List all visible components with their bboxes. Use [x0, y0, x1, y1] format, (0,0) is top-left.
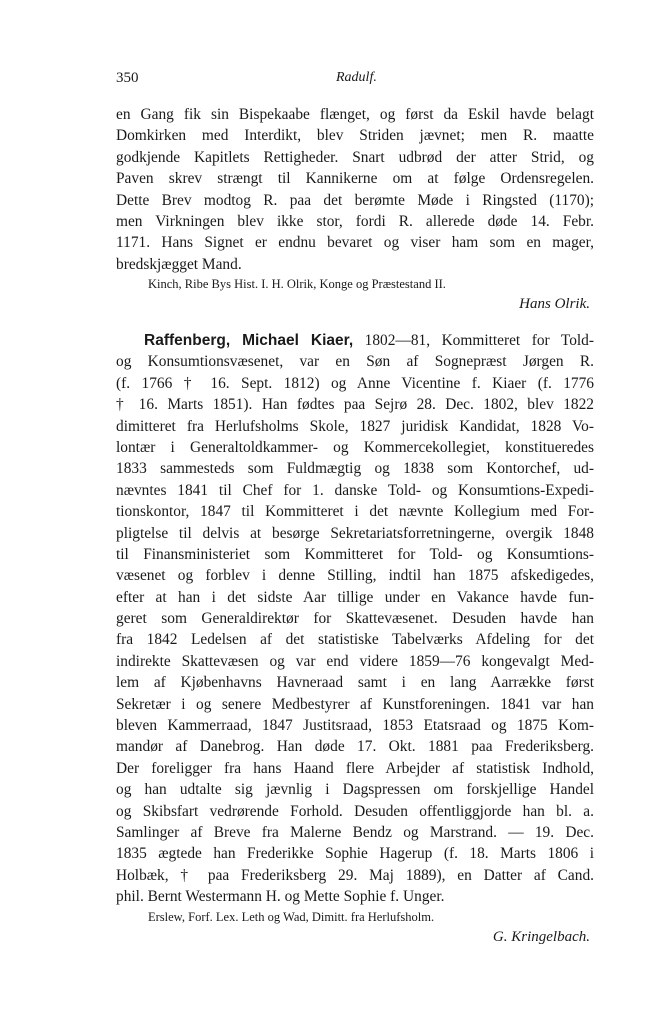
- text-line: phil. Bernt Westermann H. og Mette Sophie f. Unger.: [116, 888, 445, 906]
- entry-raffenberg-sources: Erslew, Forf. Lex. Leth og Wad, Dimitt. fra Herlufsholm.: [148, 909, 435, 924]
- entry-radulf: [116, 104, 594, 315]
- text-line: lem af Kjøbenhavns Havneraad samt i en lang Aarrække først: [116, 674, 594, 692]
- text-line: dimitteret fra Herlufsholms Skole, 1827 juridisk Kandidat, 1828 Vo-: [116, 417, 594, 435]
- entry-raffenberg-first-line: [116, 330, 594, 351]
- text-line: tionskontor, 1847 til Kommitteret i det nævnte Kollegium med For-: [116, 503, 594, 521]
- text-line: nævntes 1841 til Chef for 1. danske Told- og Konsumtions-Expedi-: [116, 481, 594, 499]
- text-line: Holbæk, † paa Frederiksberg 29. Maj 1889), en Datter af Cand.: [116, 866, 594, 884]
- entry-headword: Raffenberg, Michael Kiaer,: [144, 332, 354, 349]
- text-line: Dette Brev modtog R. paa det berømte Møde i Ringsted (1170);: [116, 191, 594, 209]
- text-line: Paven skrev strængt til Kannikerne om at følge Ordensregelen.: [116, 170, 594, 188]
- text-line: pligtelse til delvis at besørge Sekretariatsforretningerne, overgik 1848: [116, 524, 594, 542]
- text-line: og han udtalte sig jævnlig i Dagspressen om forskjellige Handel: [116, 781, 594, 799]
- entry-radulf-signature: Hans Olrik.: [519, 296, 590, 313]
- text-line: geret som Generaldirektør for Skattevæsenet. Desuden havde han: [116, 610, 594, 628]
- text-line: bleven Kammerraad, 1847 Justitsraad, 1853 Etatsraad og 1875 Kom-: [116, 717, 594, 735]
- text-line: Domkirken med Interdikt, blev Striden jævnet; men R. maatte: [116, 127, 594, 145]
- text-line: 1171. Hans Signet er endnu bevaret og viser ham som en mager,: [116, 234, 594, 252]
- text-line: Der foreligger fra hans Haand flere Arbejder af statistisk Indhold,: [116, 759, 594, 777]
- text-line: Sekretær i og senere Medbestyrer af Kunstforeningen. 1841 var han: [116, 695, 594, 713]
- entry-raffenberg-first-line-rest: 1802—81, Kommitteret for Told-: [353, 332, 595, 349]
- entry-raffenberg: [116, 330, 594, 948]
- text-line: indirekte Skattevæsen og var end videre 1859—76 kongevalgt Med-: [116, 652, 594, 670]
- text-line: men Virkningen blev ikke stor, fordi R. allerede døde 14. Febr.: [116, 212, 594, 230]
- text-line: efter at han i det sidste Aar tillige under en Vakance havde fun-: [116, 588, 594, 606]
- text-line: mandør af Danebrog. Han døde 17. Okt. 1881 paa Frederiksberg.: [116, 738, 594, 756]
- text-line: 1835 ægtede han Frederikke Sophie Hagerup (f. 18. Marts 1806 i: [116, 845, 594, 863]
- running-head: Radulf.: [336, 70, 377, 85]
- entry-radulf-text: [116, 104, 594, 275]
- text-line: godkjende Kapitlets Rettigheder. Snart udbrød der atter Strid, og: [116, 148, 594, 166]
- text-line: 1833 sammesteds som Fuldmægtig og 1838 som Kontorchef, ud-: [116, 460, 594, 478]
- text-line: en Gang fik sin Bispekaabe flænget, og først da Eskil havde belagt: [116, 106, 594, 123]
- text-line: væsenet og forblev i denne Stilling, indtil han 1875 afskedigedes,: [116, 567, 594, 585]
- text-line: fra 1842 Ledelsen af det statistiske Tabelværks Afdeling for det: [116, 631, 594, 649]
- entry-raffenberg-text: [116, 351, 594, 907]
- text-line: (f. 1766 † 16. Sept. 1812) og Anne Vicentine f. Kiaer (f. 1776: [116, 374, 594, 392]
- entry-raffenberg-signature: G. Kringelbach.: [492, 928, 590, 945]
- page-number: 350: [116, 70, 139, 86]
- text-line: † 16. Marts 1851). Han fødtes paa Sejrø 28. Dec. 1802, blev 1822: [116, 396, 594, 414]
- text-line: Samlinger af Breve fra Malerne Bendz og Marstrand. — 19. Dec.: [116, 823, 594, 841]
- text-line: og Konsumtionsvæsenet, var en Søn af Sognepræst Jørgen R.: [116, 353, 594, 371]
- text-line: og Skibsfart vedrørende Forhold. Desuden offentliggjorde han bl. a.: [116, 802, 594, 820]
- text-line: lontær i Generaltoldkammer- og Kommercekollegiet, konstitueredes: [116, 438, 594, 456]
- entry-radulf-sources: Kinch, Ribe Bys Hist. I. H. Olrik, Konge og Præstestand II.: [148, 277, 446, 292]
- text-line: til Finansministeriet som Kommitteret for Told- og Konsumtions-: [116, 545, 594, 563]
- text-line: bredskjægget Mand.: [116, 255, 242, 273]
